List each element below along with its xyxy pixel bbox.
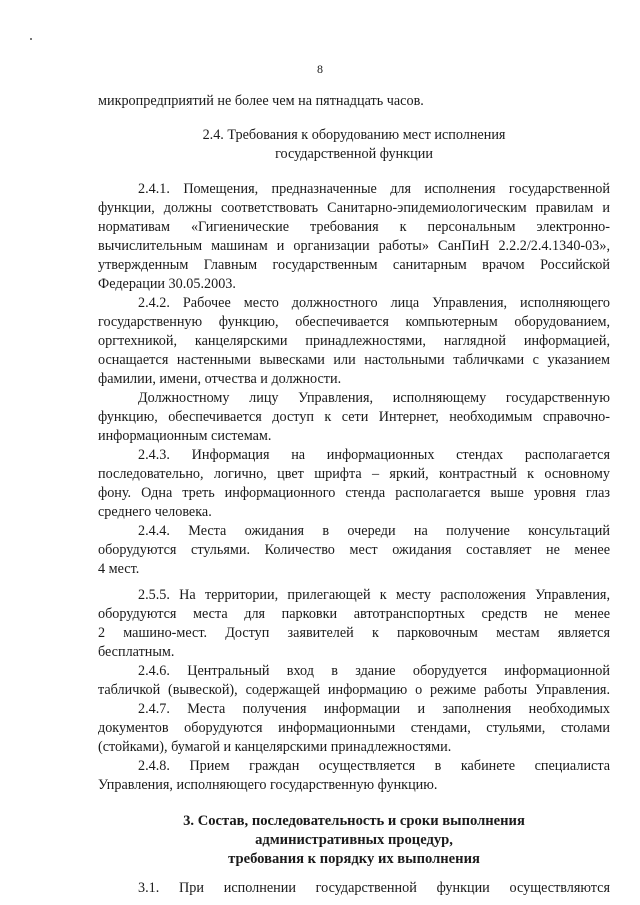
text-line: табличкой (вывеской), содержащей информацию о режиме работы Управления. xyxy=(98,682,610,698)
text-line: 2 машино-мест. Доступ заявителей к парковочным местам является xyxy=(98,625,610,641)
text-line: среднего человека. xyxy=(98,504,212,520)
text-line: вычислительным машинам и организации работы» СанПиН 2.2.2/2.4.1340-03», xyxy=(98,238,610,254)
text-line: государственную функцию, обеспечивается компьютерным оборудованием, xyxy=(98,314,610,330)
text-line: функцию, обеспечивается доступ к сети Интернет, необходимым справочно- xyxy=(98,409,610,425)
text-line: 2.4.3. Информация на информационных стендах располагается xyxy=(138,447,610,463)
text-line: оборудуются стульями. Количество мест ожидания составляет не менее xyxy=(98,542,610,558)
text-line: 2.4.6. Центральный вход в здание оборудуется информационной xyxy=(138,663,610,679)
text-line: 2.4.1. Помещения, предназначенные для исполнения государственной xyxy=(138,181,610,197)
text-line: бесплатным. xyxy=(98,644,175,660)
text-line: функции, должны соответствовать Санитарно-эпидемиологическим правилам и xyxy=(98,200,610,216)
text-line: (стойками), бумагой и канцелярскими принадлежностями. xyxy=(98,739,452,755)
page-number: 8 xyxy=(317,62,323,76)
chapter-heading: требования к порядку их выполнения xyxy=(228,851,480,867)
text-line: 2.5.5. На территории, прилегающей к месту расположения Управления, xyxy=(138,587,610,603)
text-line: фамилии, имени, отчества и должности. xyxy=(98,371,342,387)
chapter-heading: 3. Состав, последовательность и сроки выполнения xyxy=(183,813,525,829)
text-line: последовательно, логично, цвет шрифта – яркий, контрастный к основному xyxy=(98,466,610,482)
text-line: оргтехникой, канцелярскими принадлежностями, наглядной информацией, xyxy=(98,333,610,349)
text-line: 2.4.2. Рабочее место должностного лица Управления, исполняющего xyxy=(138,295,610,311)
text-line: нормативам «Гигиенические требования к персональным электронно- xyxy=(98,219,610,235)
text-line: информационным системам. xyxy=(98,428,272,444)
section-heading: государственной функции xyxy=(275,146,433,162)
chapter-heading: административных процедур, xyxy=(255,832,453,848)
text-line: 2.4.4. Места ожидания в очереди на получение консультаций xyxy=(138,523,610,539)
text-line: 2.4.8. Прием граждан осуществляется в кабинете специалиста xyxy=(138,758,610,774)
text-line: Должностному лицу Управления, исполняющему государственную xyxy=(138,390,610,406)
text-line: утвержденным Главным государственным санитарным врачом Российской xyxy=(98,257,610,273)
section-heading: 2.4. Требования к оборудованию мест исполнения xyxy=(202,127,506,143)
text-line: Федерации 30.05.2003. xyxy=(98,276,236,292)
text-line: оборудуются места для парковки автотранспортных средств не менее xyxy=(98,606,610,622)
text-line: фону. Одна треть информационного стенда располагается выше уровня глаз xyxy=(98,485,610,501)
text-line: 3.1. При исполнении государственной функции осуществляются xyxy=(138,880,610,896)
text-line: Управления, исполняющего государственную функцию. xyxy=(98,777,438,793)
text-line: оснащается настенными вывесками или настольными табличками с указанием xyxy=(98,352,610,368)
text-line: документов оборудуются информационными стендами, стульями, столами xyxy=(98,720,610,736)
text-line: микропредприятий не более чем на пятнадцать часов. xyxy=(98,93,424,109)
scan-speck xyxy=(30,38,32,40)
text-line: 4 мест. xyxy=(98,561,140,577)
text-line: 2.4.7. Места получения информации и заполнения необходимых xyxy=(138,701,610,717)
